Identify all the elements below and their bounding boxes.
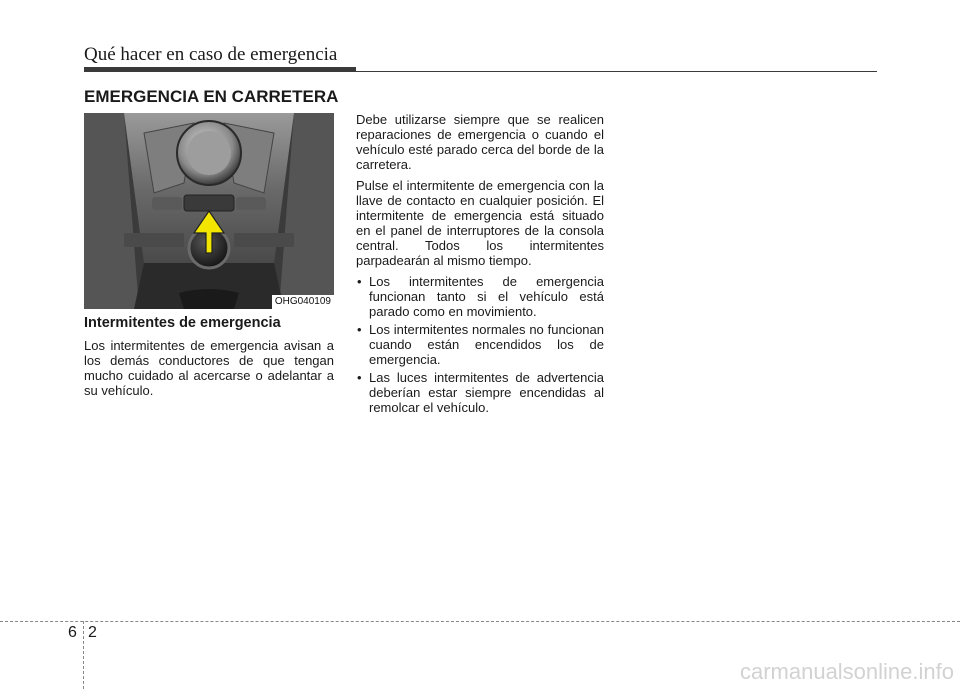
hazard-intro-paragraph: Los intermitentes de emergencia avisan a los demás conductores de que tengan mucho cuidado al acercarse o adelantar a su vehículo.: [84, 338, 334, 398]
figure-code: OHG040109: [272, 295, 334, 309]
chapter-number: 6: [68, 624, 77, 641]
notes-list: [356, 274, 604, 415]
hazard-switch-figure: [84, 113, 334, 309]
section-heading: EMERGENCIA EN CARRETERA: [84, 87, 339, 106]
bullet-icon: •: [357, 274, 362, 289]
center-console-illustration: [84, 113, 334, 309]
list-item: • Las luces intermitentes de advertencia deberían estar siempre encendidas al remolcar el vehículo.: [357, 370, 604, 415]
list-item: • Los intermitentes normales no funcionan cuando están encendidos los de emergencia.: [357, 322, 604, 367]
list-item: • Los intermitentes de emergencia funcionan tanto si el vehículo está parado como en movimiento.: [357, 274, 604, 319]
usage-paragraph: Debe utilizarse siempre que se realicen reparaciones de emergencia o cuando el vehículo esté parado cerca del borde de la carretera.: [356, 112, 604, 172]
footer-rule: [0, 621, 960, 622]
chapter-title: Qué hacer en caso de emergencia: [84, 44, 338, 65]
page-number: 2: [88, 624, 97, 641]
left-column: [84, 315, 334, 404]
watermark: carmanualsonline.info: [739, 659, 954, 684]
bullet-icon: •: [357, 370, 362, 385]
bullet-icon: •: [357, 322, 362, 337]
footer-vertical-rule: [83, 621, 84, 689]
header-rule-thin: [84, 71, 877, 72]
hazard-subheading: Intermitentes de emergencia: [84, 315, 281, 331]
right-column: [356, 112, 604, 418]
operation-paragraph: Pulse el intermitente de emergencia con la llave de contacto en cualquier posición. El intermitente de emergencia está situado en el panel de interruptores de la consola central. Todos los intermitentes parpadearán al mismo tiempo.: [356, 178, 604, 268]
